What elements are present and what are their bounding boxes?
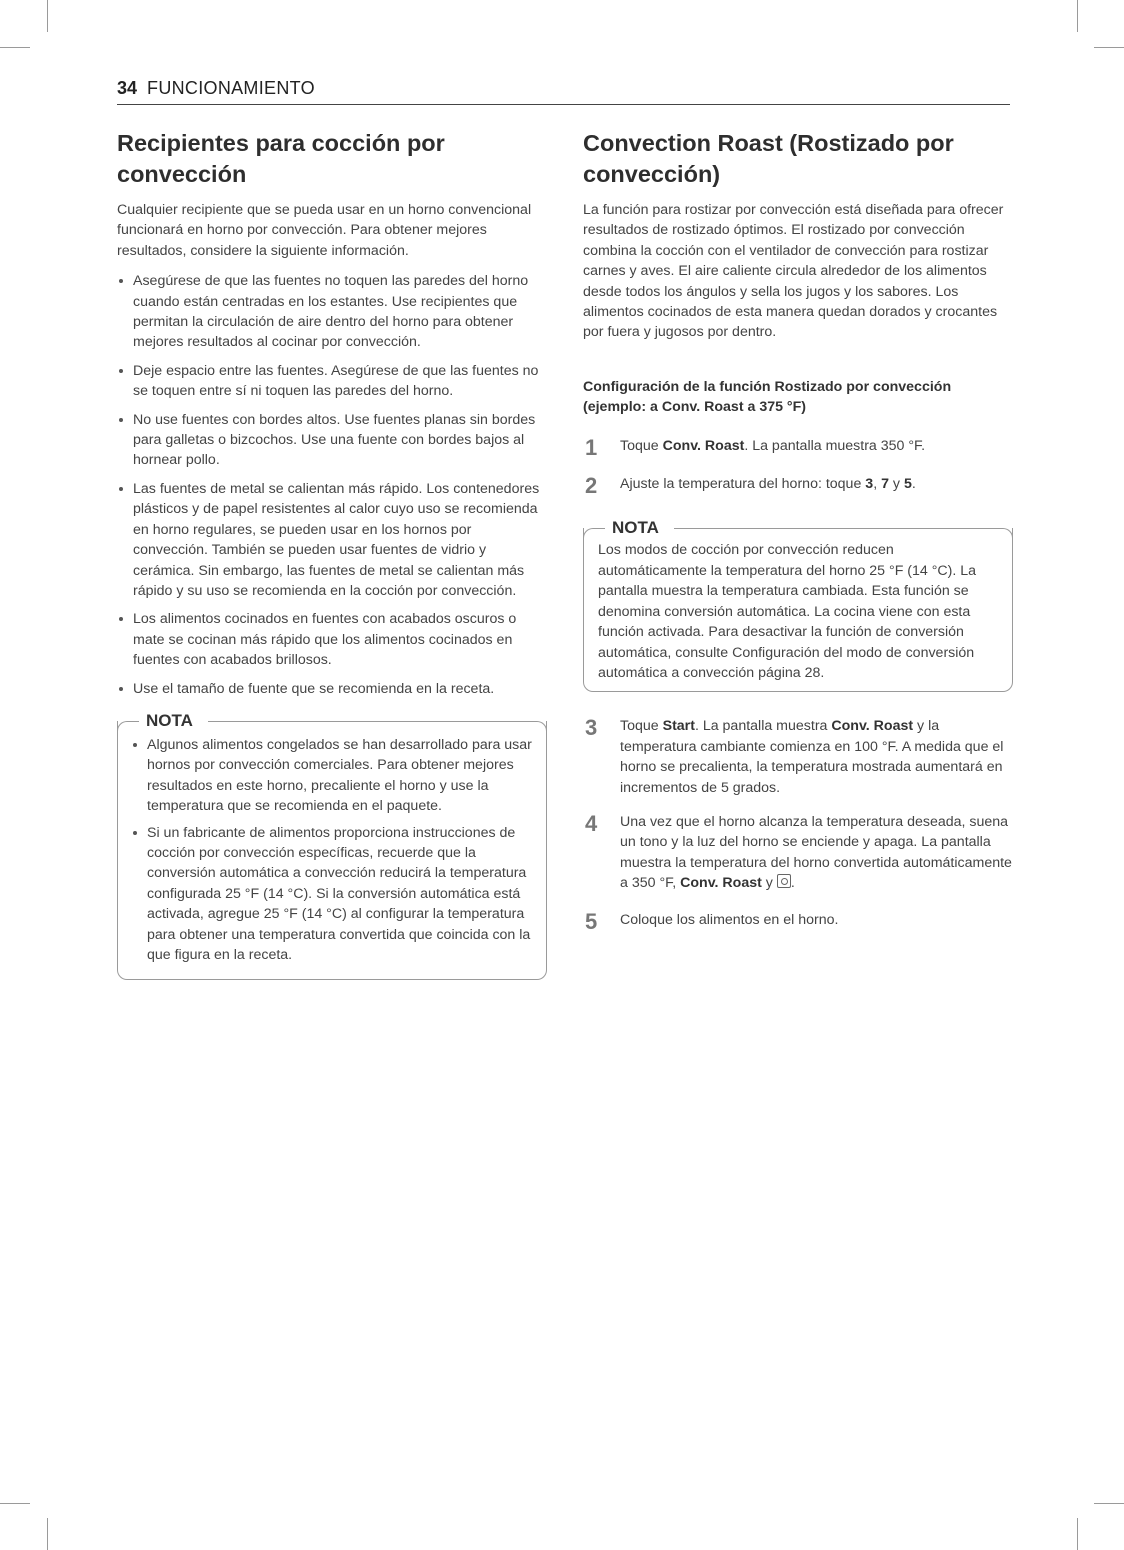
section-title: FUNCIONAMIENTO [147,78,315,98]
list-item: Si un fabricante de alimentos proporciona instrucciones de cocción por convección específicas, recuerde que la conversión automática a convección reducirá la temperatura configurada 25 °F (14 °C). Si la conversión automática está activada, agregue 25 °F (14 °C) al configurar la temperatura para obtener una temperatura convertida que coincida con la que figura en la receta. [131,823,534,966]
step-number: 2 [585,473,598,499]
step-1: 1 Toque Conv. Roast. La pantalla muestra 350 °F. [585,434,926,460]
crop-mark [1094,47,1124,48]
instructions-subheading: Configuración de la función Rostizado por convección (ejemplo: a Conv. Roast a 375 °F) [583,378,952,416]
pan-tips-list [117,271,547,699]
right-heading: Convection Roast (Rostizado por convección) [583,130,954,187]
crop-mark [1094,1503,1124,1504]
note-box [583,518,1013,692]
list-item: No use fuentes con bordes altos. Use fuentes planas sin bordes para galletas o bizcochos. Use una fuente con bordes bajos al hornear pollo. [117,410,547,471]
page-header [117,78,1010,105]
step-number: 5 [585,908,598,934]
crop-mark [1077,0,1078,32]
left-intro: Cualquier recipiente que se pueda usar en un horno convencional funcionará en horno por convección. Para obtener mejores resultados, considere la siguiente información. [117,202,532,259]
note-title: NOTA [142,710,197,732]
step-number: 1 [585,434,598,460]
crop-mark [47,1518,48,1550]
crop-mark [0,1503,30,1504]
note-box [117,710,547,980]
step-5: 5 Coloque los alimentos en el horno. [585,908,839,934]
list-item: Algunos alimentos congelados se han desarrollado para usar hornos por convección comerciales. Para obtener mejores resultados en este horno, precaliente el horno y use la temperatura que se recomienda en el paquete. [131,735,534,817]
list-item: Deje espacio entre las fuentes. Asegúrese de que las fuentes no se toquen entre sí ni toquen las paredes del horno. [117,361,547,402]
step-number: 3 [585,715,598,741]
left-column [117,128,547,980]
step-number: 4 [585,810,598,836]
note-title: NOTA [608,517,663,539]
crop-mark [47,0,48,32]
right-intro: La función para rostizar por convección está diseñada para ofrecer resultados de rostizado óptimos. El rostizado por convección combina la cocción con el ventilador de convección para rostizar carnes y aves. El aire caliente circula alrededor de los alimentos desde todos los ángulos y sella los jugos y los sabores. Los alimentos cocinados de esta manera quedan dorados y crocantes por fuera y jugosos por dentro. [583,202,1004,341]
right-column [583,128,1013,934]
crop-mark [0,47,30,48]
crop-mark [1077,1518,1078,1550]
list-item: Las fuentes de metal se calientan más rápido. Los contenedores plásticos y de papel resistentes al calor cuyo uso se recomienda en horno regulares, se pueden usar en los hornos por convección. También se pueden usar fuentes de vidrio y cerámica. Sin embargo, las fuentes de metal se calientan más rápido y su uso se recomienda en la cocción por convección. [117,479,547,601]
note-text: Los modos de cocción por convección reducen automáticamente la temperatura del horno 25 °F (14 °C). La pantalla muestra la temperatura cambiada. Esta función se denomina conversión automática. La cocina viene con esta función activada. Para desactivar la función de conversión automática, consulte Configuración del modo de conversión automática a convección página 28. [598,542,977,681]
page-number: 34 [117,78,138,98]
convection-key-icon [777,874,791,888]
step-3: 3 Toque Start. La pantalla muestra Conv. Roast y la temperatura cambiante comienza en 100 °F. A medida que el horno se precalienta, la temperatura mostrada aumentará en incrementos de 5 grados. [585,715,1004,796]
list-item: Asegúrese de que las fuentes no toquen las paredes del horno cuando están centradas en los estantes. Use recipientes que permitan la circulación de aire dentro del horno para obtener mejores resultados al cocinar por convección. [117,271,547,353]
list-item: Los alimentos cocinados en fuentes con acabados oscuros o mate se cocinan más rápido que los alimentos cocinados en fuentes con acabados brillosos. [117,609,547,670]
step-2: 2 Ajuste la temperatura del horno: toque 3, 7 y 5. [585,473,916,499]
list-item: Use el tamaño de fuente que se recomienda en la receta. [117,679,547,699]
left-heading: Recipientes para cocción por convección [117,130,445,187]
note-list [131,735,534,965]
step-4: 4 Una vez que el horno alcanza la temperatura deseada, suena un tono y la luz del horno se enciende y apaga. La pantalla muestra la temperatura del horno convertida automáticamente a 350 °F, Conv. Roast y . [585,810,1012,892]
